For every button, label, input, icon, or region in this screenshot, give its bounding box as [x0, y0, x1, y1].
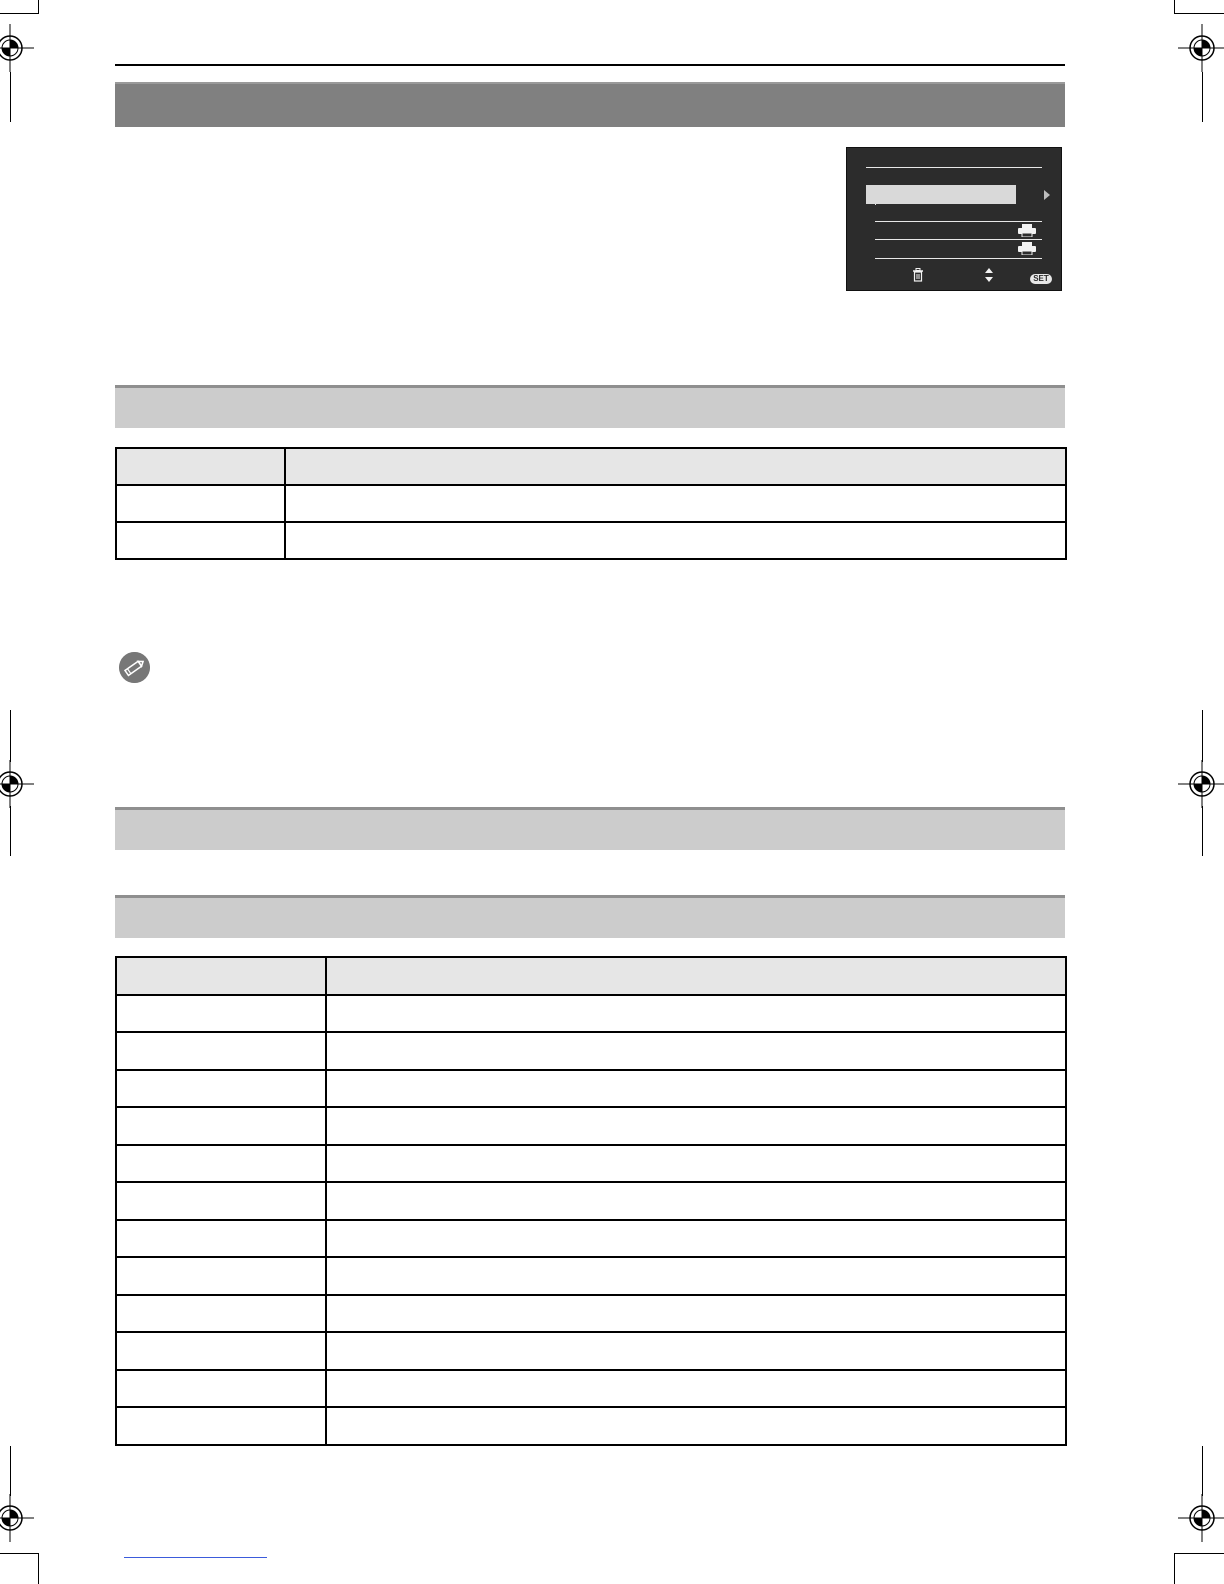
table-row — [116, 1370, 1066, 1407]
table-row — [116, 1107, 1066, 1145]
table-row — [116, 1032, 1066, 1070]
table-cell — [326, 1407, 1066, 1445]
table-cell — [326, 1070, 1066, 1107]
crop-mark — [10, 1446, 11, 1496]
table-cell — [326, 1220, 1066, 1257]
header-rule — [115, 64, 1065, 66]
printer-icon — [1018, 224, 1036, 237]
printer-icon — [1018, 242, 1036, 255]
table-cell — [326, 1032, 1066, 1070]
crop-mark — [10, 72, 11, 122]
table-cell — [326, 1257, 1066, 1295]
table-cell — [116, 485, 285, 522]
footer-link[interactable] — [124, 1557, 267, 1558]
table-row — [116, 1332, 1066, 1370]
table-row — [116, 1070, 1066, 1107]
registration-mark-icon — [1178, 24, 1224, 72]
section-heading-bar — [115, 807, 1065, 850]
table-header-cell — [326, 957, 1066, 995]
chevron-right-icon — [1044, 190, 1050, 200]
menu-divider — [875, 258, 1042, 259]
table-cell — [326, 1145, 1066, 1182]
menu-item-selected — [866, 185, 1016, 204]
settings-table — [115, 447, 1067, 560]
table-row — [116, 1145, 1066, 1182]
table-cell — [326, 1370, 1066, 1407]
registration-mark-icon — [1178, 1494, 1224, 1542]
crop-mark — [0, 1553, 38, 1554]
table-cell — [116, 1257, 326, 1295]
table-cell — [116, 1070, 326, 1107]
crop-mark — [0, 13, 38, 14]
table-cell — [116, 1220, 326, 1257]
table-row — [116, 522, 1066, 559]
table-cell — [285, 485, 1066, 522]
cursor-arrows-icon — [982, 268, 996, 282]
crop-mark — [10, 710, 11, 762]
crop-mark — [1174, 1553, 1224, 1554]
table-cell — [326, 995, 1066, 1032]
table-header-row — [116, 448, 1066, 485]
settings-table — [115, 956, 1067, 1446]
crop-mark — [1174, 0, 1175, 14]
table-header-cell — [116, 448, 285, 485]
table-cell — [285, 522, 1066, 559]
table-header-cell — [116, 957, 326, 995]
table-cell — [116, 1407, 326, 1445]
table-row — [116, 995, 1066, 1032]
table-cell — [116, 1182, 326, 1220]
menu-divider — [866, 167, 1042, 168]
registration-mark-icon — [0, 760, 34, 808]
table-header-row — [116, 957, 1066, 995]
table-cell — [326, 1332, 1066, 1370]
crop-mark — [1202, 1446, 1203, 1496]
table-row — [116, 485, 1066, 522]
crop-mark — [1174, 13, 1224, 14]
page-title-bar — [115, 82, 1065, 127]
table-header-cell — [285, 448, 1066, 485]
table-cell — [116, 995, 326, 1032]
section-heading-bar — [115, 385, 1065, 428]
registration-mark-icon — [0, 24, 34, 72]
crop-mark — [1202, 72, 1203, 122]
table-cell — [116, 1295, 326, 1332]
table-cell — [116, 1032, 326, 1070]
crop-mark — [10, 806, 11, 856]
section-heading-bar — [115, 895, 1065, 938]
set-button-icon: SET — [1030, 274, 1052, 284]
crop-mark — [1202, 710, 1203, 762]
menu-divider — [875, 239, 1042, 240]
pencil-note-icon — [119, 652, 150, 683]
table-cell — [326, 1107, 1066, 1145]
trash-icon — [912, 268, 924, 282]
table-row — [116, 1182, 1066, 1220]
menu-divider — [875, 221, 1042, 222]
crop-mark — [1174, 1553, 1175, 1584]
registration-mark-icon — [0, 1494, 34, 1542]
menu-divider — [875, 204, 876, 205]
table-cell — [326, 1182, 1066, 1220]
table-cell — [116, 522, 285, 559]
table-cell — [116, 1332, 326, 1370]
table-row — [116, 1295, 1066, 1332]
crop-mark — [38, 0, 39, 14]
table-row — [116, 1257, 1066, 1295]
table-cell — [326, 1295, 1066, 1332]
registration-mark-icon — [1178, 760, 1224, 808]
crop-mark — [1202, 806, 1203, 856]
table-cell — [116, 1107, 326, 1145]
table-cell — [116, 1370, 326, 1407]
crop-mark — [38, 1553, 39, 1584]
table-row — [116, 1407, 1066, 1445]
camera-screen — [846, 147, 1062, 291]
table-row — [116, 1220, 1066, 1257]
table-cell — [116, 1145, 326, 1182]
